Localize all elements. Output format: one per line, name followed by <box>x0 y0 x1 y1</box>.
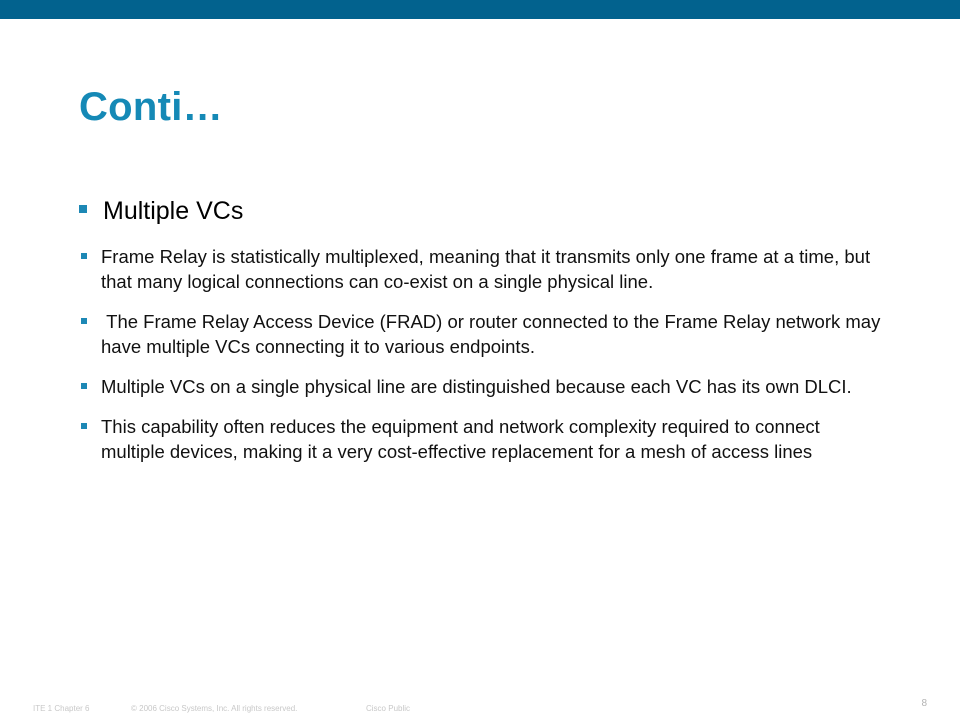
page-number: 8 <box>921 698 927 709</box>
bullet-text: The Frame Relay Access Device (FRAD) or router connected to the Frame Relay network may have multiple VCs connecting it to various endpoints. <box>101 311 886 357</box>
bullet-text: This capability often reduces the equipment and network complexity required to connect multiple devices, making it a very cost-effective replacement for a mesh of access lines <box>101 416 820 462</box>
bullet-item <box>79 244 894 294</box>
top-bar <box>0 0 960 19</box>
square-bullet-icon <box>81 423 87 429</box>
bullet-text: Frame Relay is statistically multiplexed, meaning that it transmits only one frame at a time, but that many logical connections can co-exist on a single physical line. <box>101 246 871 292</box>
heading-bullet <box>79 192 894 230</box>
square-bullet-icon <box>79 205 87 213</box>
square-bullet-icon <box>81 383 87 389</box>
bullet-item <box>79 309 894 359</box>
square-bullet-icon <box>81 253 87 259</box>
bullet-item <box>79 374 894 399</box>
footer-classification: Cisco Public <box>366 704 411 713</box>
slide-content <box>79 192 894 479</box>
footer <box>0 700 960 720</box>
footer-course: ITE 1 Chapter 6 <box>33 704 90 713</box>
heading-text: Multiple VCs <box>103 197 244 225</box>
bullet-item <box>79 414 894 464</box>
footer-copyright: © 2006 Cisco Systems, Inc. All rights reserved. <box>131 704 298 713</box>
bullet-text: Multiple VCs on a single physical line are distinguished because each VC has its own DLCI. <box>101 376 852 397</box>
square-bullet-icon <box>81 318 87 324</box>
slide-title: Conti… <box>79 85 223 129</box>
